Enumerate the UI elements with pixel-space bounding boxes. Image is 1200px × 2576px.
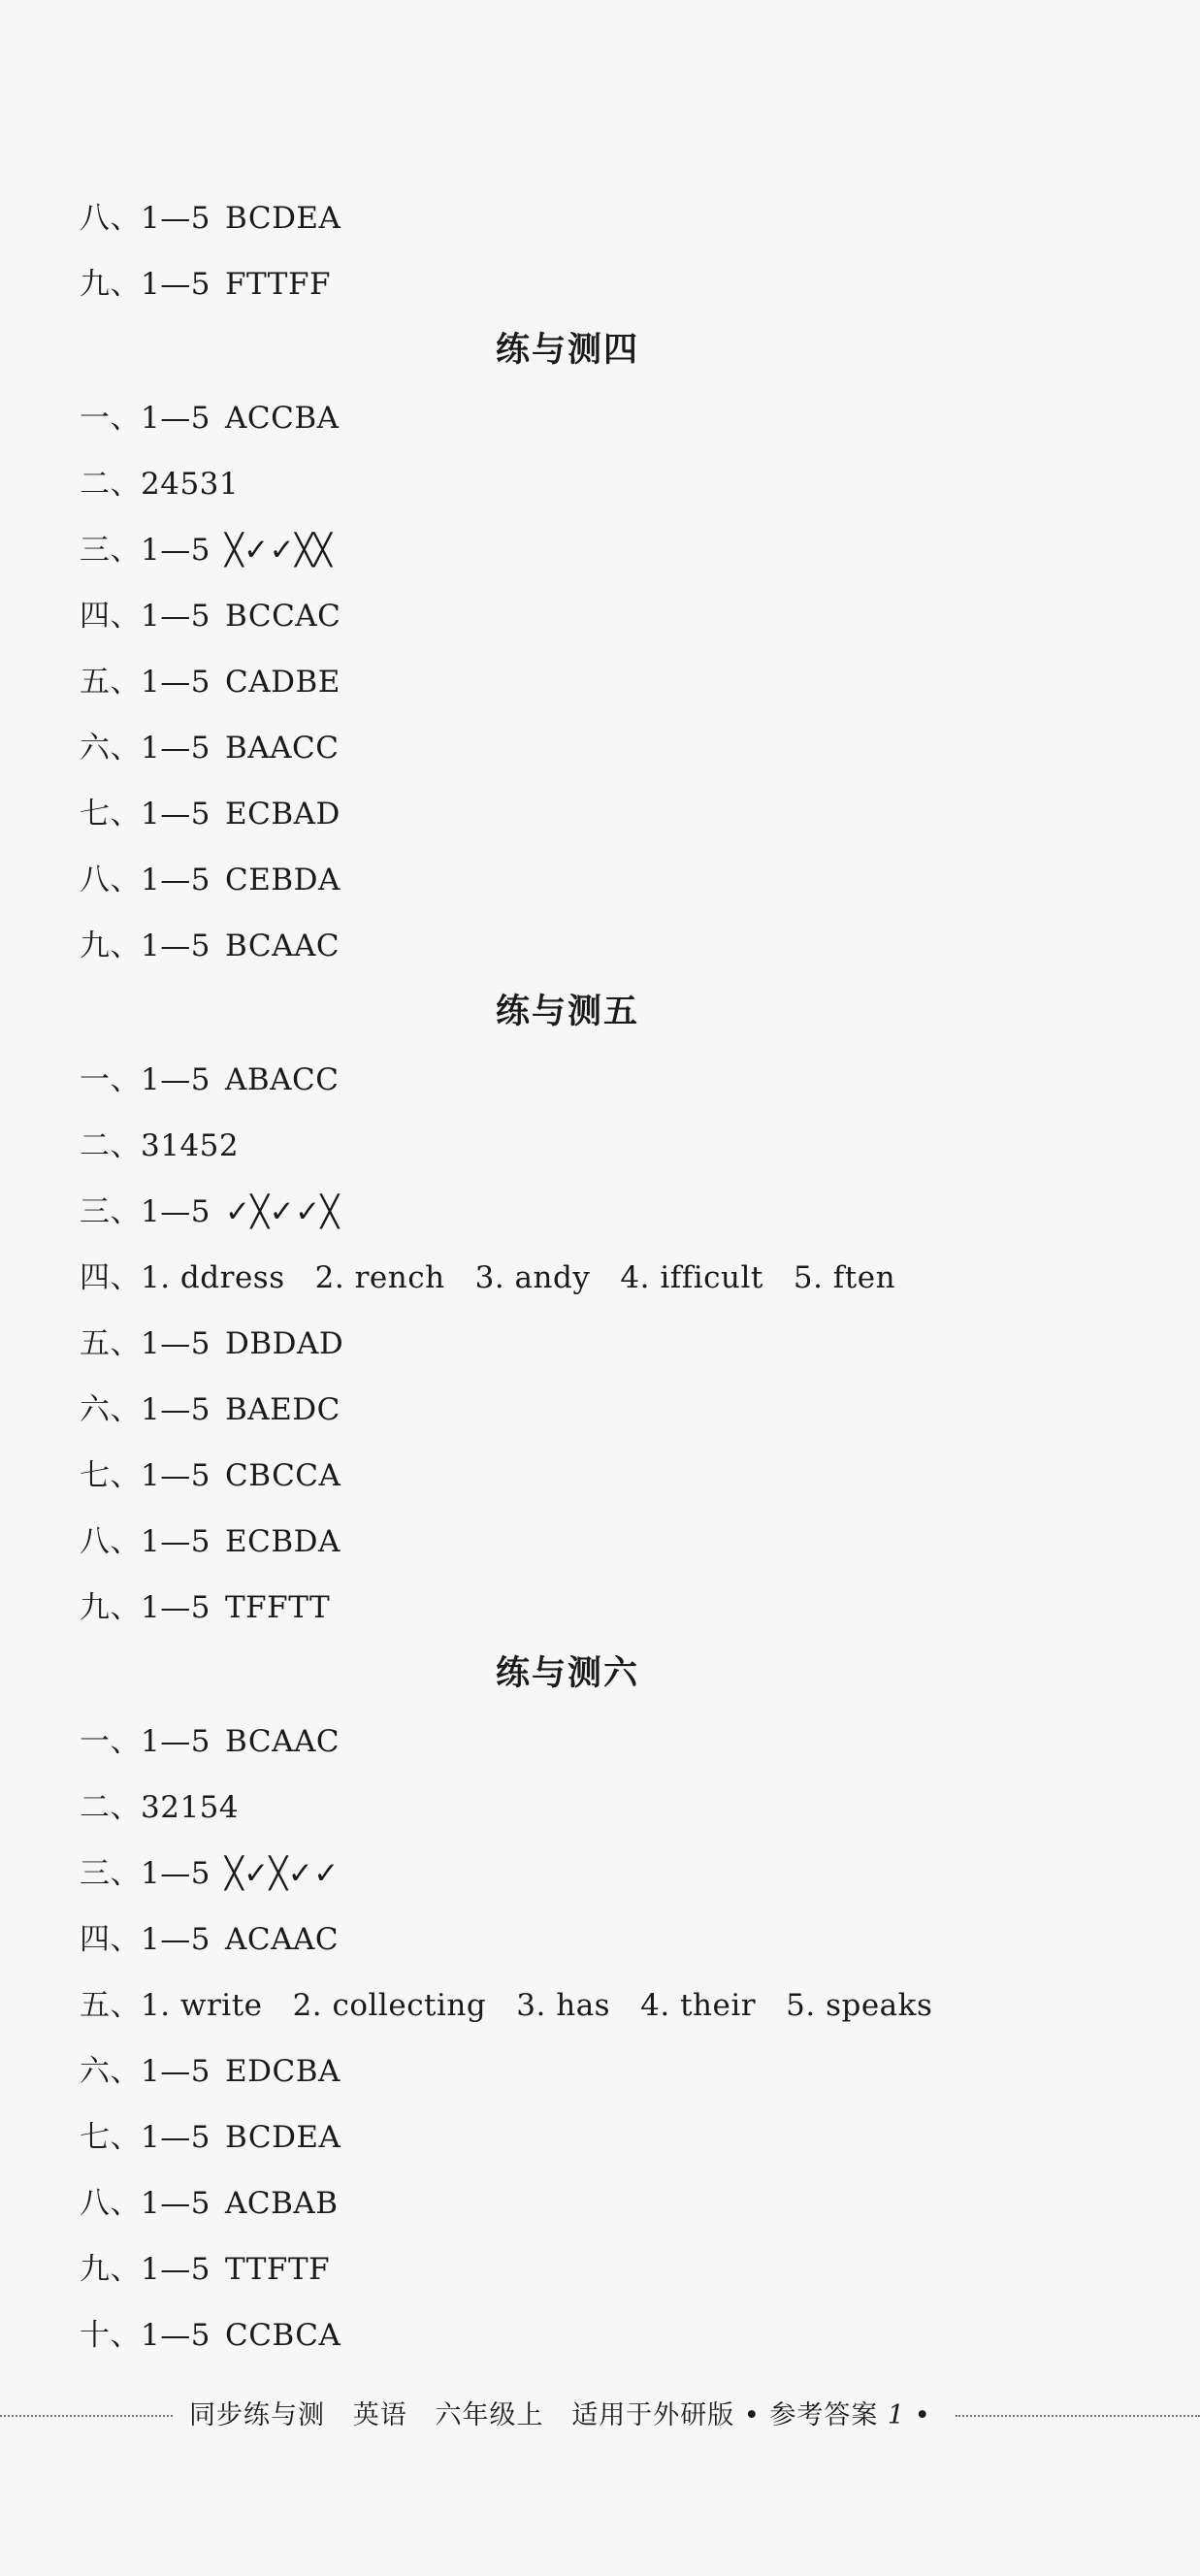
answer-text: BCAAC [225,1724,341,1759]
answer-line [80,729,340,767]
answer-line [80,663,341,701]
answer-line [80,1722,340,1761]
answer-text: CADBE [225,665,341,700]
footer-dotted-rule-left [0,2415,173,2417]
answer-line [80,265,331,304]
section-title: 练与测五 [495,992,639,1031]
question-number: 三、1—5 [80,1194,211,1229]
answer-text: FTTFF [225,267,331,302]
page-footer [0,2397,1200,2435]
question-number: 五、1—5 [80,1326,211,1361]
question-number: 四、1—5 [80,1922,211,1957]
question-number: 三、1—5 [80,1856,211,1891]
answer-line [80,795,341,833]
footer-dotted-rule-right [956,2415,1200,2417]
answer-line [80,399,340,438]
answer-text: ABACC [225,1062,340,1097]
question-number: 二、24531 [80,467,240,502]
answer-line [80,1324,343,1363]
answer-line [80,1456,341,1495]
answer-text: BAACC [225,731,340,766]
question-number: 七、1—5 [80,2120,211,2155]
answer-line [80,2316,341,2355]
answer-line [80,465,239,504]
footer-text [189,2397,931,2435]
answer-text: BCDEA [225,2120,341,2155]
answer-text: ECBAD [225,797,341,831]
section-title: 练与测四 [495,330,639,370]
question-number: 六、1—5 [80,2054,211,2089]
question-number: 五、1—5 [80,665,211,700]
answer-line [80,1522,341,1561]
answer-line [80,597,341,636]
answer-text: CCBCA [225,2318,341,2353]
question-number: 二、32154 [80,1790,240,1825]
answer-text: BCCAC [225,599,341,634]
question-number: 七、1—5 [80,1458,211,1493]
answer-line [80,1060,340,1099]
question-number: 十、1—5 [80,2318,211,2353]
footer-page-number: 1 [887,2400,906,2430]
answer-line [80,1390,341,1429]
question-number: 九、1—5 [80,2252,211,2287]
question-number: 一、1—5 [80,401,211,436]
answer-line [80,2052,341,2091]
answer-text: ✓╳✓✓╳ [225,1194,340,1229]
section-title: 练与测六 [495,1653,639,1693]
question-number: 九、1—5 [80,1590,211,1625]
answer-text: CEBDA [225,863,341,897]
answer-line [80,1192,340,1231]
answer-line [80,1258,895,1297]
answer-line [80,2118,341,2157]
answer-line [80,1986,932,2025]
question-number: 六、1—5 [80,1392,211,1427]
question-number: 八、1—5 [80,2186,211,2221]
answer-line [80,2250,330,2289]
answer-text: DBDAD [225,1326,344,1361]
question-number: 六、1—5 [80,731,211,766]
answer-line [80,1854,340,1893]
answer-text: BAEDC [225,1392,341,1427]
answer-text: BCDEA [225,201,341,236]
question-number: 八、1—5 [80,201,211,236]
question-number: 九、1—5 [80,929,211,963]
answer-text: CBCCA [225,1458,341,1493]
answer-text: ╳✓✓╳╳ [225,533,333,568]
answer-line [80,1788,239,1827]
answer-line [80,2184,339,2223]
question-number: 七、1—5 [80,797,211,831]
question-number: 一、1—5 [80,1724,211,1759]
answer-line [80,531,332,570]
answer-line [80,927,340,965]
question-number: 三、1—5 [80,533,211,568]
answer-text: TFFTT [225,1590,331,1625]
footer-book-info: 同步练与测 英语 六年级上 适用于外研版 • 参考答案 [189,2400,888,2430]
question-number: 二、31452 [80,1128,240,1163]
answer-text: ╳✓╳✓✓ [225,1856,340,1891]
answer-line [80,1588,330,1627]
answer-line [80,861,341,899]
question-number: 九、1—5 [80,267,211,302]
answer-line [80,1920,339,1959]
answer-text: ECBDA [225,1524,341,1559]
question-number: 四、1—5 [80,599,211,634]
question-number: 一、1—5 [80,1062,211,1097]
answer-line [80,199,341,238]
answer-line [80,1126,239,1165]
question-number: 四、1. ddress 2. rench 3. andy 4. ifficult 5. ften [80,1260,896,1295]
answer-text: TTFTF [225,2252,331,2287]
question-number: 八、1—5 [80,1524,211,1559]
answer-text: BCAAC [225,929,341,963]
answer-text: ACCBA [225,401,340,436]
footer-bullet: • [905,2400,931,2430]
question-number: 八、1—5 [80,863,211,897]
answer-text: ACBAB [225,2186,339,2221]
question-number: 五、1. write 2. collecting 3. has 4. their 5. speaks [80,1988,933,2023]
answer-text: EDCBA [225,2054,341,2089]
answer-text: ACAAC [225,1922,340,1957]
